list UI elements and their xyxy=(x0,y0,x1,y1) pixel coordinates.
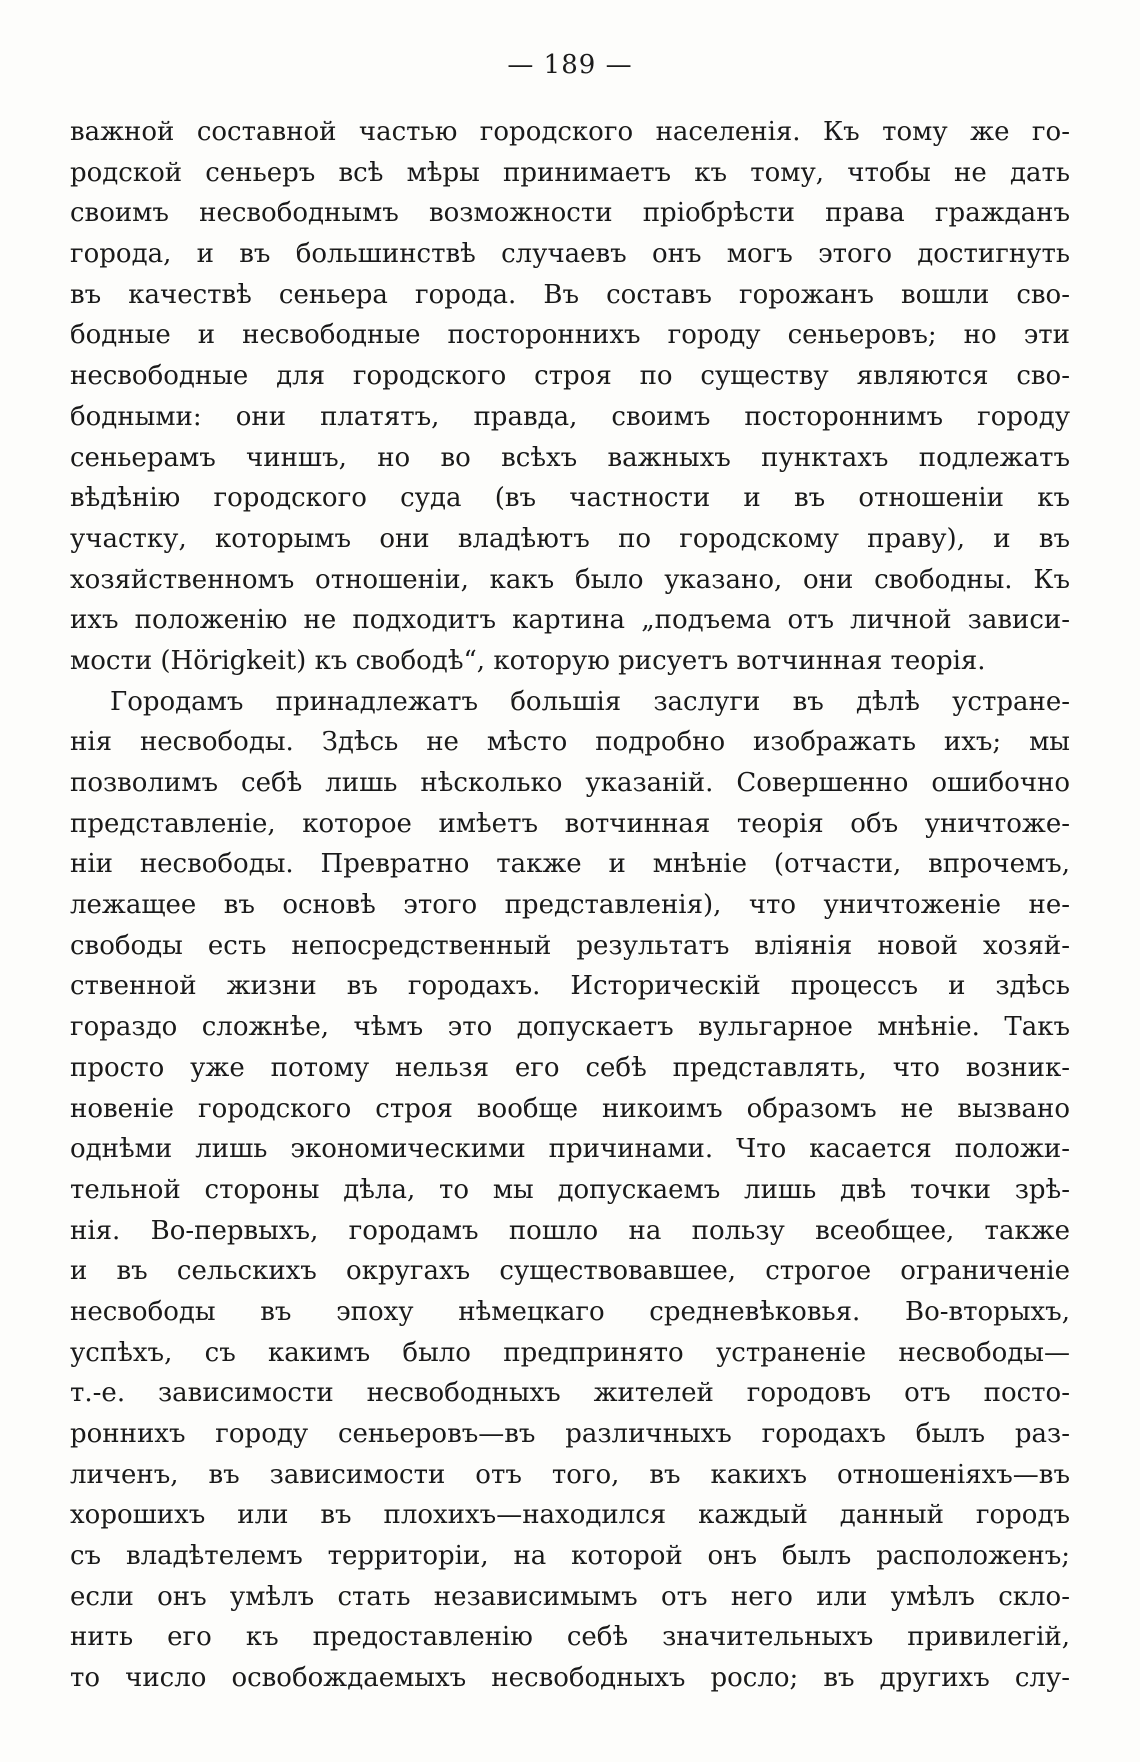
text-line: то число освобождаемыхъ несвободныхъ росло; въ другихъ слу- xyxy=(70,1663,1070,1694)
text-line: позволимъ себѣ лишь нѣсколько указаній. Совершенно ошибочно xyxy=(70,768,1070,798)
text-line: хорошихъ или въ плохихъ—находился каждый данный городъ xyxy=(70,1500,1070,1531)
text-line: гораздо сложнѣе, чѣмъ это допускаетъ вульгарное мнѣніе. Такъ xyxy=(70,1012,1070,1043)
text-line: свободы есть непосредственный результатъ вліянія новой хозяй- xyxy=(70,930,1070,961)
text-line: сеньерамъ чиншъ, но во всѣхъ важныхъ пунктахъ подлежатъ xyxy=(70,442,1070,473)
text-line: своимъ несвободнымъ возможности пріобрѣсти права гражданъ xyxy=(70,198,1070,229)
text-line: нія несвободы. Здѣсь не мѣсто подробно изображать ихъ; мы xyxy=(70,727,1070,758)
text-line: хозяйственномъ отношеніи, какъ было указано, они свободны. Къ xyxy=(70,564,1070,595)
text-line: несвободы въ эпоху нѣмецкаго средневѣковья. Во-вторыхъ, xyxy=(70,1296,1070,1327)
text-line: съ владѣтелемъ территоріи, на которой онъ былъ расположенъ; xyxy=(70,1541,1070,1572)
text-line: успѣхъ, съ какимъ было предпринято устраненіе несвободы— xyxy=(70,1337,1070,1368)
page-number: — 189 — xyxy=(507,50,633,80)
text-line: въ качествѣ сеньера города. Въ составъ горожанъ вошли сво- xyxy=(70,279,1070,310)
text-line: роннихъ городу сеньеровъ—въ различныхъ городахъ былъ раз- xyxy=(70,1419,1070,1449)
text-line: бодные и несвободные постороннихъ городу сеньеровъ; но эти xyxy=(70,320,1070,351)
text-line: т.-е. зависимости несвободныхъ жителей городовъ отъ посто- xyxy=(70,1378,1070,1409)
text-line: важной составной частью городского населенія. Къ тому же го- xyxy=(70,117,1070,147)
text-line: новеніе городского строя вообще никоимъ образомъ не вызвано xyxy=(70,1093,1070,1124)
text-line: нить его къ предоставленію себѣ значительныхъ привилегій, xyxy=(70,1622,1070,1653)
text-line: нія. Во-первыхъ, городамъ пошло на пользу всеобщее, также xyxy=(70,1215,1070,1246)
text-line: ственной жизни въ городахъ. Историческій процессъ и здѣсь xyxy=(70,971,1070,1002)
body-text xyxy=(70,112,1070,1699)
text-line: если онъ умѣлъ стать независимымъ отъ него или умѣлъ скло- xyxy=(70,1581,1070,1612)
text-line: просто уже потому нельзя его себѣ представлять, что возник- xyxy=(70,1052,1070,1083)
text-line: однѣми лишь экономическими причинами. Что касается положи- xyxy=(70,1134,1070,1165)
text-line: бодными: они платятъ, правда, своимъ постороннимъ городу xyxy=(70,401,1070,432)
text-line: города, и въ большинствѣ случаевъ онъ могъ этого достигнуть xyxy=(70,239,1070,270)
text-line: лежащее въ основѣ этого представленія), что уничтоженіе не- xyxy=(70,890,1070,921)
text-line: представленіе, которое имѣетъ вотчинная теорія объ уничтоже- xyxy=(70,808,1070,839)
text-line: ніи несвободы. Превратно также и мнѣніе (отчасти, впрочемъ, xyxy=(70,849,1070,880)
text-line: вѣдѣнію городского суда (въ частности и въ отношеніи къ xyxy=(70,483,1070,514)
text-line: тельной стороны дѣла, то мы допускаемъ лишь двѣ точки зрѣ- xyxy=(70,1174,1070,1205)
text-line: участку, которымъ они владѣютъ по городскому праву), и въ xyxy=(70,523,1070,554)
text-line: родской сеньеръ всѣ мѣры принимаетъ къ тому, чтобы не дать xyxy=(70,157,1070,188)
text-line: ихъ положенію не подходитъ картина „подъема отъ личной зависи- xyxy=(70,605,1070,636)
text-line: личенъ, въ зависимости отъ того, въ какихъ отношеніяхъ—въ xyxy=(70,1459,1070,1490)
text-line: несвободные для городского строя по существу являются сво- xyxy=(70,361,1070,392)
paragraph-first-line: Городамъ принадлежатъ большія заслуги въ дѣлѣ устране- xyxy=(110,686,1070,717)
paragraph-end-line: мости (Hörigkeit) къ свободѣ“, которую рисуетъ вотчинная теорія. xyxy=(70,645,986,676)
text-line: и въ сельскихъ округахъ существовавшее, строгое ограниченіе xyxy=(70,1256,1070,1287)
